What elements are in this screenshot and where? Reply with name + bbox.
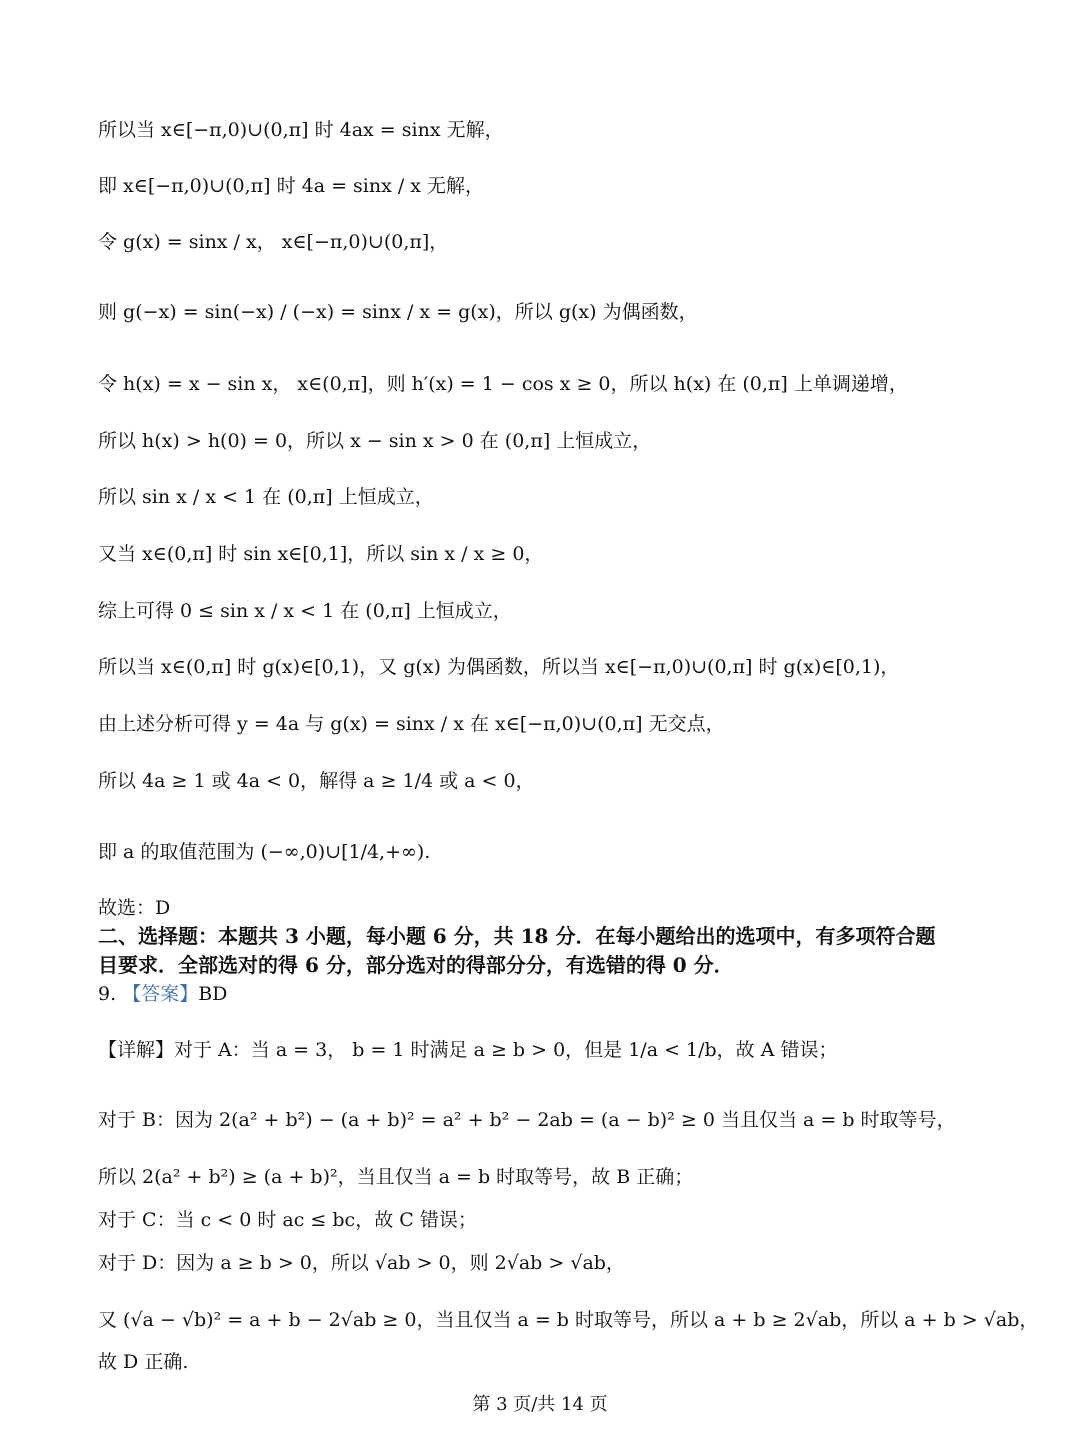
detail-line-c: 对于 C：当 c < 0 时 ac ≤ bc，故 C 错误； [98, 1209, 477, 1231]
detail-line-d2: 又 (√a − √b)² = a + b − 2√ab ≥ 0，当且仅当 a = b 时取等号，所以 a + b ≥ 2√ab，所以 a + b > √ab， [98, 1309, 1039, 1331]
solution-line-4: 则 g(−x) = sin(−x) / (−x) = sinx / x = g(x)，所以 g(x) 为偶函数， [98, 301, 698, 323]
detail-text-a: 对于 A：当 a = 3， b = 1 时满足 a ≥ b > 0，但是 1/a < 1/b，故 A 错误； [174, 1039, 838, 1061]
section-heading-line-2: 目要求．全部选对的得 6 分，部分选对的得部分分，有选错的得 0 分． [98, 953, 734, 977]
solution-line-11: 由上述分析可得 y = 4a 与 g(x) = sinx / x 在 x∈[−π,0)∪(0,π] 无交点， [98, 713, 725, 735]
solution-line-13: 即 a 的取值范围为 (−∞,0)∪[1/4,+∞). [98, 841, 431, 863]
answer-tag: 【答案】 [122, 983, 199, 1005]
solution-line-7: 所以 sin x / x < 1 在 (0,π] 上恒成立， [98, 486, 434, 508]
solution-line-8: 又当 x∈(0,π] 时 sin x∈[0,1]，所以 sin x / x ≥ 0， [98, 543, 544, 565]
solution-line-5: 令 h(x) = x − sin x， x∈(0,π]，则 h′(x) = 1 − cos x ≥ 0，所以 h(x) 在 (0,π] 上单调递增， [98, 373, 908, 395]
detail-line-d1: 对于 D：因为 a ≥ b > 0，所以 √ab > 0，则 2√ab > √ab， [98, 1252, 625, 1274]
answer-value: BD [198, 983, 228, 1005]
solution-line-6: 所以 h(x) > h(0) = 0，所以 x − sin x > 0 在 (0,π] 上恒成立， [98, 430, 652, 452]
solution-line-2: 即 x∈[−π,0)∪(0,π] 时 4a = sinx / x 无解， [98, 175, 485, 197]
page-footer: 第 3 页/共 14 页 [472, 1394, 608, 1415]
detail-tag: 【详解】 [98, 1039, 175, 1061]
detail-line-b2: 所以 2(a² + b²) ≥ (a + b)²，当且仅当 a = b 时取等号，故 B 正确； [98, 1166, 694, 1188]
question-number: 9. [98, 983, 117, 1005]
solution-line-3: 令 g(x) = sinx / x， x∈[−π,0)∪(0,π]， [98, 231, 449, 253]
section-heading-line-1: 二、选择题：本题共 3 小题，每小题 6 分，共 18 分．在每小题给出的选项中，有多项符合题 [98, 924, 936, 948]
solution-choice: 故选：D [98, 897, 171, 919]
detail-line-b1: 对于 B：因为 2(a² + b²) − (a + b)² = a² + b² − 2ab = (a − b)² ≥ 0 当且仅当 a = b 时取等号， [98, 1109, 956, 1131]
solution-line-12: 所以 4a ≥ 1 或 4a < 0，解得 a ≥ 1/4 或 a < 0， [98, 770, 535, 792]
detail-line-a [98, 1036, 1020, 1064]
solution-line-1: 所以当 x∈[−π,0)∪(0,π] 时 4ax = sinx 无解， [98, 119, 504, 141]
solution-line-10: 所以当 x∈(0,π] 时 g(x)∈[0,1)，又 g(x) 为偶函数，所以当 x∈[−π,0)∪(0,π] 时 g(x)∈[0,1)， [98, 656, 900, 678]
detail-line-d3: 故 D 正确. [98, 1351, 189, 1373]
question-9-answer [98, 980, 1020, 1008]
solution-line-9: 综上可得 0 ≤ sin x / x < 1 在 (0,π] 上恒成立， [98, 600, 512, 622]
